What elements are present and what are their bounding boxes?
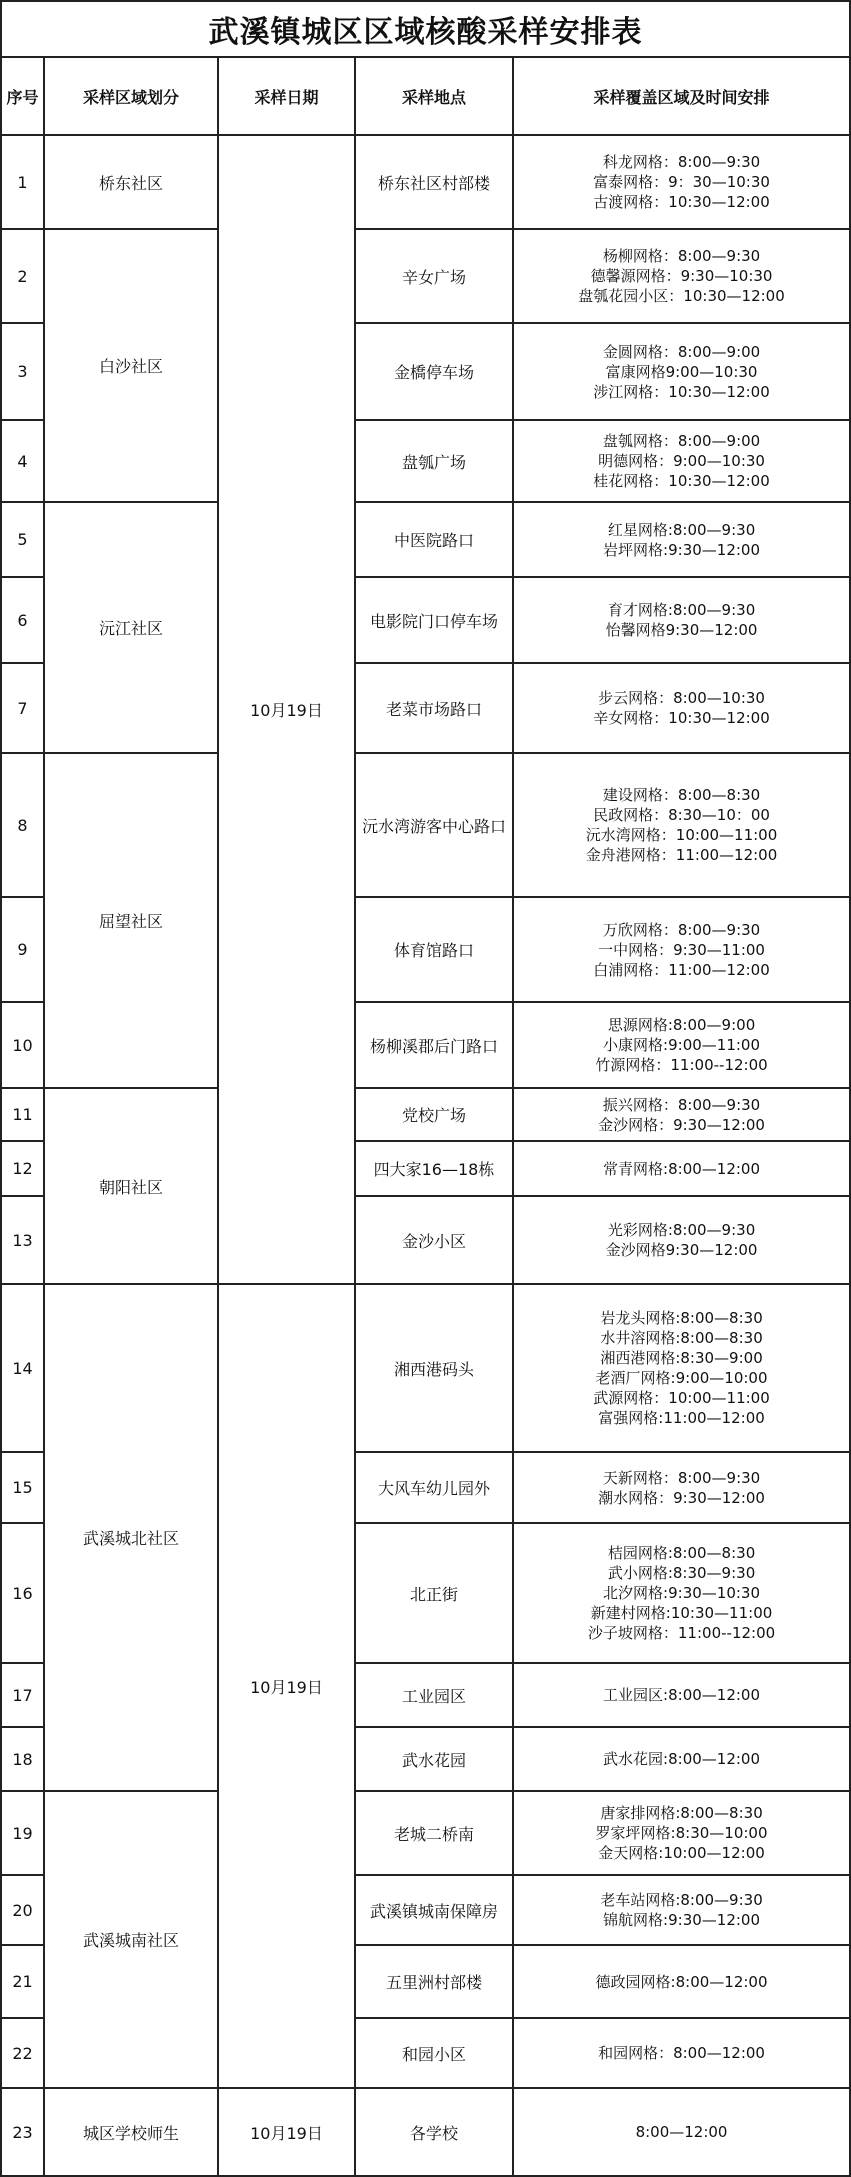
schedule-cell (513, 1791, 850, 1875)
row-number: 4 (1, 420, 44, 502)
schedule-line: 盘瓠花园小区：10:30—12:00 (578, 287, 785, 305)
schedule-line: 万欣网格：8:00—9:30 (602, 920, 761, 939)
schedule-cell (513, 229, 850, 323)
site-cell: 沅水湾游客中心路口 (355, 753, 513, 897)
date-cell: 10月19日 (218, 135, 355, 1284)
row-number: 1 (1, 135, 44, 229)
schedule-cell (513, 1452, 850, 1523)
schedule-line: 岩坪网格:9:30—12:00 (603, 540, 761, 559)
schedule-line: 富泰网格：9：30—10:30 (593, 173, 770, 191)
site-cell: 老城二桥南 (355, 1791, 513, 1875)
row-number: 11 (1, 1088, 44, 1141)
schedule-cell (513, 2088, 850, 2176)
schedule-cell (513, 1196, 850, 1284)
site-cell: 湘西港码头 (355, 1284, 513, 1452)
schedule-line: 新建村网格:10:30—11:00 (590, 1604, 773, 1622)
schedule-cell (513, 1523, 850, 1663)
schedule-cell (513, 1875, 850, 1945)
community-cell: 屈望社区 (44, 753, 218, 1088)
site-cell: 杨柳溪郡后门路口 (355, 1002, 513, 1088)
site-cell: 电影院门口停车场 (355, 577, 513, 663)
schedule-line: 盘瓠网格：8:00—9:00 (602, 432, 761, 450)
schedule-line: 金沙网格9:30—12:00 (605, 1241, 758, 1259)
schedule-cell (513, 323, 850, 420)
row-number: 14 (1, 1284, 44, 1452)
schedule-line: 唐家排网格:8:00—8:30 (600, 1804, 763, 1822)
schedule-line: 振兴网格：8:00—9:30 (602, 1095, 761, 1114)
schedule-line: 水井溶网格:8:00—8:30 (600, 1329, 763, 1347)
header-schedule: 采样覆盖区域及时间安排 (513, 57, 850, 135)
row-number: 19 (1, 1791, 44, 1875)
site-cell: 桥东社区村部楼 (355, 135, 513, 229)
schedule-cell (513, 1663, 850, 1727)
schedule-line: 老车站网格:8:00—9:30 (600, 1891, 763, 1909)
schedule-cell (513, 1002, 850, 1088)
schedule-line: 涉江网格：10:30—12:00 (593, 382, 770, 401)
row-number: 16 (1, 1523, 44, 1663)
schedule-line: 明德网格：9:00—10:30 (598, 452, 765, 470)
table-row (1, 1284, 850, 1452)
schedule-line: 沅水湾网格：10:00—11:00 (585, 826, 778, 844)
schedule-line: 红星网格:8:00—9:30 (607, 520, 756, 539)
row-number: 15 (1, 1452, 44, 1523)
header-area: 采样区域划分 (44, 57, 218, 135)
table-row (1, 1791, 850, 1875)
site-cell: 北正街 (355, 1523, 513, 1663)
row-number: 12 (1, 1141, 44, 1196)
row-number: 2 (1, 229, 44, 323)
schedule-line: 常青网格:8:00—12:00 (603, 1159, 761, 1178)
site-cell: 大风车幼儿园外 (355, 1452, 513, 1523)
schedule-line: 科龙网格：8:00—9:30 (602, 153, 761, 171)
header-date: 采样日期 (218, 57, 355, 135)
schedule-cell (513, 1088, 850, 1141)
schedule-line: 工业园区:8:00—12:00 (603, 1686, 761, 1704)
schedule-line: 一中网格：9:30—11:00 (598, 940, 765, 959)
schedule-line: 杨柳网格：8:00—9:30 (602, 247, 761, 265)
schedule-line: 怡馨网格9:30—12:00 (605, 621, 758, 639)
schedule-cell (513, 135, 850, 229)
row-number: 21 (1, 1945, 44, 2018)
table-row (1, 753, 850, 897)
community-cell: 桥东社区 (44, 135, 218, 229)
site-cell: 党校广场 (355, 1088, 513, 1141)
row-number: 3 (1, 323, 44, 420)
community-cell: 白沙社区 (44, 229, 218, 502)
row-number: 17 (1, 1663, 44, 1727)
row-number: 5 (1, 502, 44, 577)
site-cell: 工业园区 (355, 1663, 513, 1727)
schedule-line: 老酒厂网格:9:00—10:00 (595, 1369, 768, 1387)
row-number: 8 (1, 753, 44, 897)
schedule-cell (513, 502, 850, 577)
row-number: 20 (1, 1875, 44, 1945)
schedule-cell (513, 897, 850, 1002)
row-number: 13 (1, 1196, 44, 1284)
schedule-line: 桔园网格:8:00—8:30 (607, 1544, 756, 1562)
schedule-line: 思源网格:8:00—9:00 (607, 1016, 756, 1034)
date-cell: 10月19日 (218, 2088, 355, 2176)
schedule-cell (513, 420, 850, 502)
schedule-cell (513, 1945, 850, 2018)
date-cell: 10月19日 (218, 1284, 355, 2088)
table-row (1, 502, 850, 577)
site-cell: 武溪镇城南保障房 (355, 1875, 513, 1945)
schedule-line: 桂花网格：10:30—12:00 (593, 472, 770, 490)
schedule-line: 德政园网格:8:00—12:00 (595, 1972, 768, 1991)
schedule-line: 古渡网格：10:30—12:00 (593, 193, 770, 211)
schedule-line: 金圆网格：8:00—9:00 (602, 342, 761, 361)
schedule-cell (513, 577, 850, 663)
schedule-line: 岩龙头网格:8:00—8:30 (600, 1309, 763, 1327)
site-cell: 金沙小区 (355, 1196, 513, 1284)
site-cell: 五里洲村部楼 (355, 1945, 513, 2018)
row-number: 6 (1, 577, 44, 663)
schedule-line: 武源网格：10:00—11:00 (593, 1389, 770, 1407)
schedule-line: 富康网格9:00—10:30 (605, 362, 758, 381)
schedule-cell (513, 663, 850, 753)
site-cell: 老菜市场路口 (355, 663, 513, 753)
schedule-cell (513, 2018, 850, 2088)
community-cell: 朝阳社区 (44, 1088, 218, 1284)
schedule-line: 潮水网格：9:30—12:00 (598, 1488, 765, 1507)
schedule-line: 步云网格：8:00—10:30 (598, 689, 765, 707)
site-cell: 各学校 (355, 2088, 513, 2176)
header-site: 采样地点 (355, 57, 513, 135)
schedule-line: 天新网格：8:00—9:30 (602, 1468, 761, 1487)
schedule-line: 富强网格:11:00—12:00 (598, 1409, 765, 1427)
community-cell: 武溪城南社区 (44, 1791, 218, 2088)
community-cell: 城区学校师生 (44, 2088, 218, 2176)
community-cell: 武溪城北社区 (44, 1284, 218, 1791)
schedule-line: 小康网格:9:00—11:00 (603, 1036, 761, 1054)
row-number: 22 (1, 2018, 44, 2088)
schedule-line: 罗家坪网格:8:30—10:00 (595, 1824, 768, 1842)
site-cell: 武水花园 (355, 1727, 513, 1791)
row-number: 7 (1, 663, 44, 753)
schedule-line: 竹源网格：11:00--12:00 (595, 1056, 768, 1074)
row-number: 9 (1, 897, 44, 1002)
community-cell: 沅江社区 (44, 502, 218, 753)
row-number: 10 (1, 1002, 44, 1088)
schedule-cell (513, 753, 850, 897)
schedule-line: 金天网格:10:00—12:00 (598, 1844, 765, 1862)
site-cell: 金橋停车场 (355, 323, 513, 420)
schedule-line: 沙子坡网格：11:00--12:00 (587, 1624, 776, 1642)
schedule-line: 湘西港网格:8:30—9:00 (600, 1349, 763, 1367)
schedule-line: 和园网格：8:00—12:00 (598, 2044, 765, 2062)
schedule-line: 金沙网格：9:30—12:00 (598, 1115, 765, 1134)
schedule-line: 德馨源网格：9:30—10:30 (590, 267, 773, 285)
site-cell: 中医院路口 (355, 502, 513, 577)
schedule-line: 北汐网格:9:30—10:30 (603, 1584, 761, 1602)
row-number: 23 (1, 2088, 44, 2176)
site-cell: 辛女广场 (355, 229, 513, 323)
table-row (1, 2088, 850, 2176)
schedule-line: 8:00—12:00 (635, 2123, 728, 2141)
schedule-line: 辛女网格：10:30—12:00 (593, 709, 770, 727)
site-cell: 盘瓠广场 (355, 420, 513, 502)
schedule-cell (513, 1284, 850, 1452)
schedule-line: 武水花园:8:00—12:00 (603, 1750, 761, 1768)
schedule-line: 育才网格:8:00—9:30 (607, 601, 756, 619)
row-number: 18 (1, 1727, 44, 1791)
table-row (1, 135, 850, 229)
schedule-line: 白浦网格：11:00—12:00 (593, 960, 770, 979)
site-cell: 体育馆路口 (355, 897, 513, 1002)
site-cell: 和园小区 (355, 2018, 513, 2088)
site-cell: 四大家16—18栋 (355, 1141, 513, 1196)
schedule-line: 锦航网格:9:30—12:00 (603, 1911, 761, 1929)
schedule-line: 武小网格:8:30—9:30 (607, 1564, 756, 1582)
page-title: 武溪镇城区区域核酸采样安排表 (1, 1, 850, 57)
header-no: 序号 (1, 57, 44, 135)
table-row (1, 229, 850, 323)
schedule-line: 金舟港网格：11:00—12:00 (585, 846, 778, 864)
schedule-line: 光彩网格:8:00—9:30 (607, 1221, 756, 1239)
schedule-line: 民政网格：8:30—10：00 (593, 806, 770, 824)
schedule-line: 建设网格：8:00—8:30 (602, 786, 761, 804)
schedule-cell (513, 1141, 850, 1196)
table-row (1, 1088, 850, 1141)
schedule-cell (513, 1727, 850, 1791)
